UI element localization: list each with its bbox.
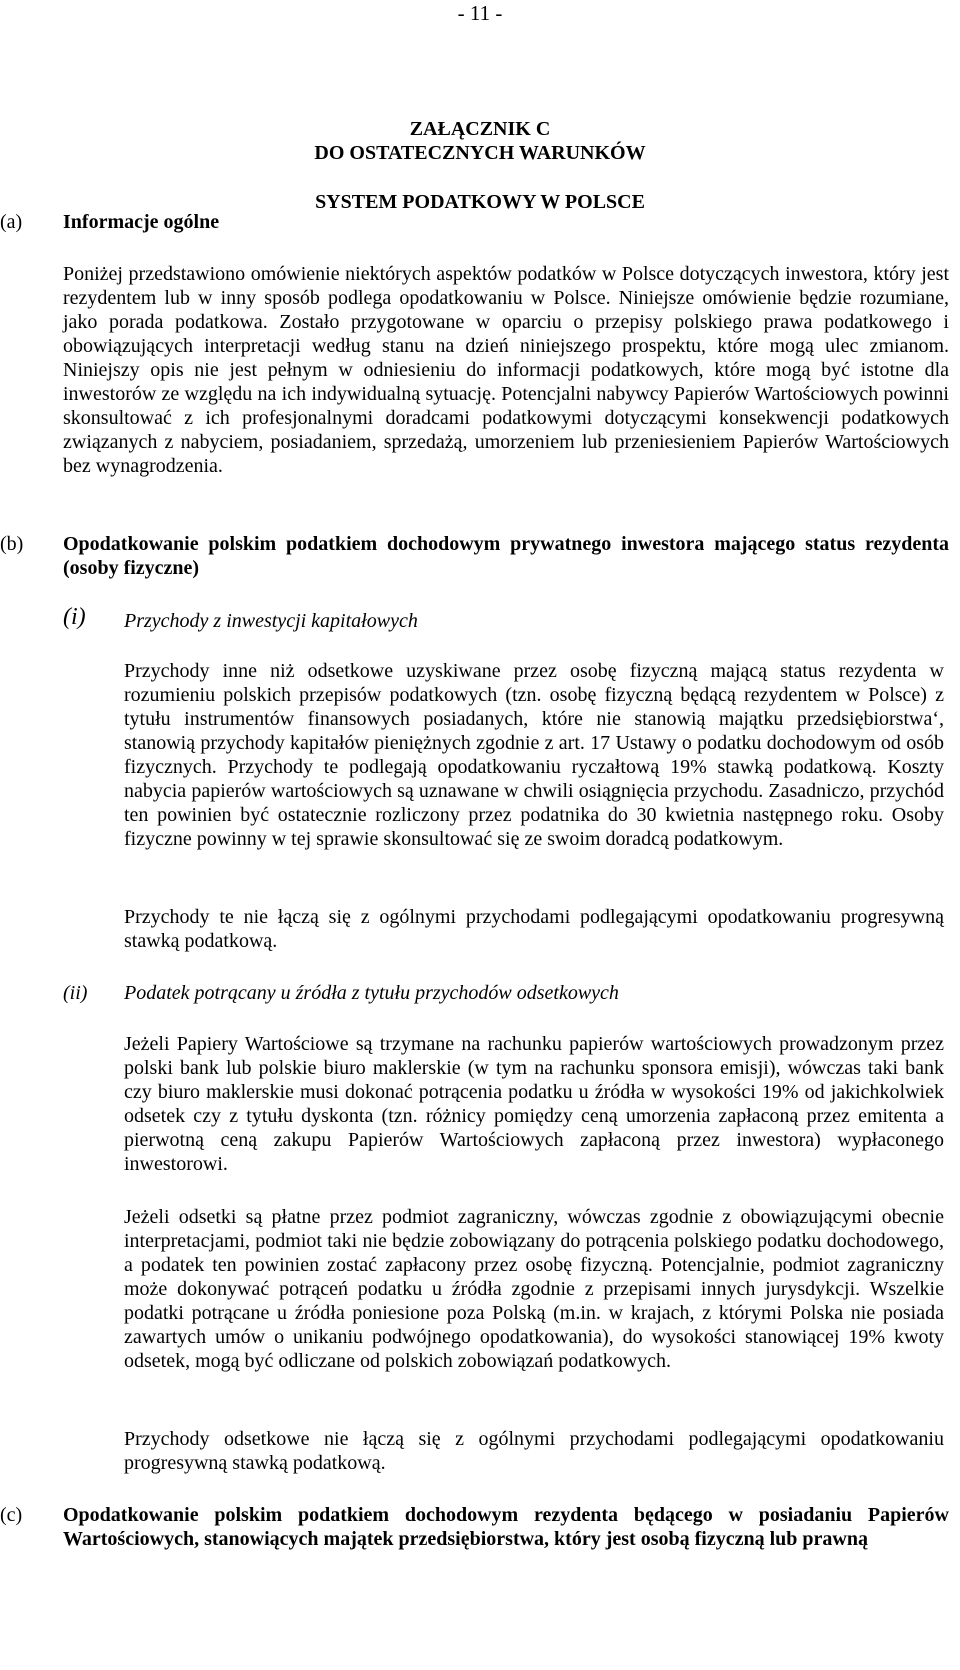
section-c-label: (c) — [0, 1504, 23, 1526]
annex-title: ZAŁĄCZNIK C — [409, 118, 551, 140]
section-a-heading: Informacje ogólne — [63, 211, 220, 233]
subsection-i-paragraph-2: Przychody te nie łączą się z ogólnymi przychodami podlegającymi opodatkowaniu progresywną stawką podatkową. — [124, 906, 944, 952]
subsection-i-heading: Przychody z inwestycji kapitałowych — [124, 610, 418, 632]
subsection-i-paragraph-1: Przychody inne niż odsetkowe uzyskiwane przez osobę fizyczną mającą status rezydenta w rozumieniu polskich przepisów podatkowych (tzn. osobę fizyczną będącą rezydentem w Polsce) z tytułu instrumentów finansowych posiadanych, które nie stanowią majątku przedsiębiorstwa‘, stanowią przychody kapitałów pieniężnych zgodnie z art. 17 Ustawy o podatku dochodowym od osób fizycznych. Przychody te podlegają opodatkowaniu ryczałtową 19% stawką podatkową. Koszty nabycia papierów wartościowych są uznawane w chwili osiągnięcia przychodu. Zasadniczo, przychód ten powinien być ostatecznie rozliczony przez podatnika do 30 kwietnia następnego roku. Osoby fizyczne powinny w tej sprawie skonsultować się ze swoim doradcą podatkowym. — [124, 660, 944, 850]
annex-subtitle: DO OSTATECZNYCH WARUNKÓW — [314, 142, 646, 164]
subsection-i-label: (i) — [63, 604, 86, 630]
page-number: - 11 - — [457, 1, 503, 25]
subsection-ii-paragraph-2: Jeżeli odsetki są płatne przez podmiot zagraniczny, wówczas zgodnie z obowiązującymi obecnie interpretacjami, podmiot taki nie będzie zobowiązany do potrącenia polskiego podatku dochodowego, a podatek ten powinien zostać zapłacony przez osobę fizyczną. Potencjalnie, podmiot zagraniczny może dokonywać potrąceń podatku u źródła zgodnie z przepisami innych jurysdykcji. Wszelkie podatki potrącane u źródła poniesione poza Polską (m.in. w krajach, z którymi Polska nie posiada zawartych umów o unikaniu podwójnego opodatkowania), do wysokości stanowiącej 19% kwoty odsetek, mogą być odliczane od polskich zobowiązań podatkowych. — [124, 1206, 944, 1372]
subsection-ii-label: (ii) — [63, 982, 88, 1004]
section-a-label: (a) — [0, 211, 23, 233]
subsection-ii-paragraph-3: Przychody odsetkowe nie łączą się z ogólnymi przychodami podlegającymi opodatkowaniu progresywną stawką podatkową. — [124, 1428, 944, 1474]
section-b-heading: Opodatkowanie polskim podatkiem dochodowym prywatnego inwestora mającego status rezydenta (osoby fizyczne) — [63, 533, 949, 579]
section-a-paragraph: Poniżej przedstawiono omówienie niektórych aspektów podatków w Polsce dotyczących inwestora, który jest rezydentem lub w inny sposób podlega opodatkowaniu w Polsce. Niniejsze omówienie będzie rozumiane, jako porada podatkowa. Zostało przygotowane w oparciu o przepisy polskiego prawa podatkowego i obowiązujących interpretacji według stanu na dzień niniejszego prospektu, które mogą ulec zmianom. Niniejszy opis nie jest pełnym w odniesieniu do informacji podatkowych, które mogą być istotne dla inwestorów ze względu na ich indywidualną sytuację. Potencjalni nabywcy Papierów Wartościowych powinni skonsultować z ich profesjonalnymi doradcami podatkowymi dotyczącymi konsekwencji podatkowych związanych z nabyciem, posiadaniem, sprzedażą, umorzeniem lub przeniesieniem Papierów Wartościowych bez wynagrodzenia. — [63, 263, 949, 477]
subsection-ii-paragraph-1: Jeżeli Papiery Wartościowe są trzymane na rachunku papierów wartościowych prowadzonym przez polski bank lub polskie biuro maklerskie (w tym na rachunku sponsora emisji), wówczas taki bank czy biuro maklerskie musi dokonać potrącenia podatku u źródła w wysokości 19% od jakichkolwiek odsetek czy z tytułu dyskonta (tzn. różnicy pomiędzy ceną umorzenia zapłaconą przez emitenta a pierwotną ceną zakupu Papierów Wartościowych zapłaconą przez inwestora) wypłaconego inwestorowi. — [124, 1033, 944, 1175]
section-b-label: (b) — [0, 533, 24, 555]
subsection-ii-heading: Podatek potrącany u źródła z tytułu przychodów odsetkowych — [124, 982, 619, 1004]
section-c-heading: Opodatkowanie polskim podatkiem dochodowym rezydenta będącego w posiadaniu Papierów Wartościowych, stanowiących majątek przedsiębiorstwa, który jest osobą fizyczną lub prawną — [63, 1504, 949, 1550]
document-title: SYSTEM PODATKOWY W POLSCE — [315, 191, 645, 213]
